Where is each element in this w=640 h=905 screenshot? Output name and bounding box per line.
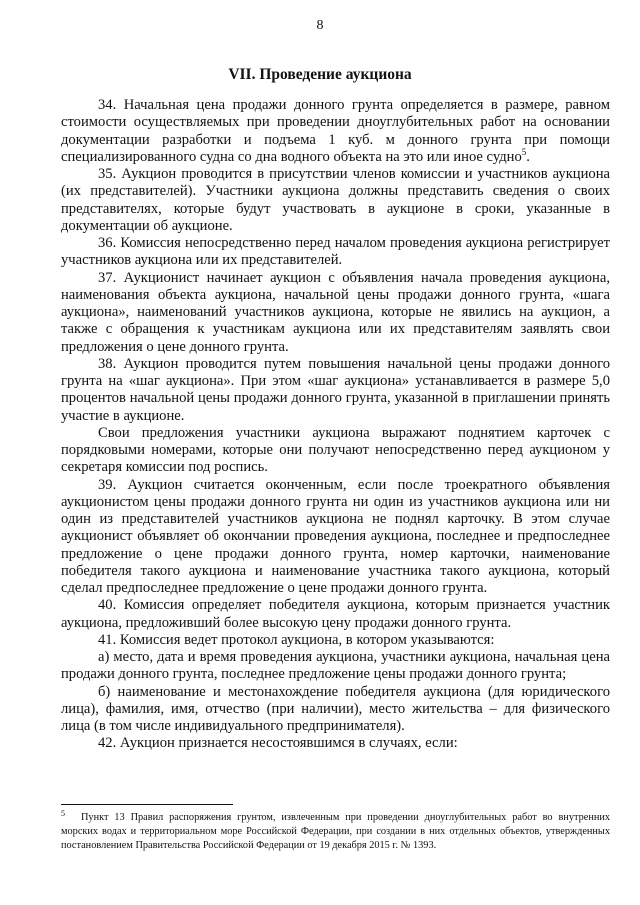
paragraph-37: 37. Аукционист начинает аукцион с объявления начала проведения аукциона, наименования объекта аукциона, начальной цены продажи донного грунта, «шага аукциона», наименований участников аукциона, которые не явились на аукцион, а также с обращения к участникам аукциона или их представителям заявлять свои предложения о цене донного грунта. <box>61 269 610 355</box>
paragraph-40: 40. Комиссия определяет победителя аукциона, которым признается участник аукциона, предложивший более высокую цену продажи донного грунта. <box>61 597 610 631</box>
body-text <box>61 97 610 753</box>
paragraph-39: 39. Аукцион считается оконченным, если после троекратного объявления аукционистом цены продажи донного грунта ни один из участников аукциона или ни один из представителей участников аукциона не поднял карточку. В этом случае аукционист объявляет об окончании проведения аукциона, последнее и предпоследнее предложение о цене продажи донного грунта, номер карточки, наименование победителя такого аукциона и наименование участника такого аукциона, который сделал предпоследнее предложение о цене продажи донного грунта. <box>61 476 610 596</box>
paragraph-35: 35. Аукцион проводится в присутствии членов комиссии и участников аукциона (их представителей). Участники аукциона должны представить сведения о своих представителях, которые будут участвовать в аукционе в сроки, указанные в документации об аукционе. <box>61 166 610 234</box>
paragraph-41: 41. Комиссия ведет протокол аукциона, в котором указываются: <box>98 631 495 648</box>
paragraph-41-b: б) наименование и местонахождение победителя аукциона (для юридического лица), фамилия, имя, отчество (при наличии), место жительства – для физического лица (в том числе индивидуального предпринимателя). <box>61 683 610 734</box>
footnote: 5 Пункт 13 Правил распоряжения грунтом, извлеченным при проведении дноуглубительных работ во внутренних морских водах и территориальном море Российской Федерации, при создании в них отдельных объектов, утвержденных постановлением Правительства Российской Федерации от 19 декабря 2015 г. № 1393. <box>61 808 610 851</box>
paragraph-42: 42. Аукцион признается несостоявшимся в случаях, если: <box>98 735 458 752</box>
paragraph-34-text: 34. Начальная цена продажи донного грунта определяется в размере, равном стоимости осуществляемых при проведении дноуглубительных работ на основании документации разработки и подъема 1 куб. м донного грунта при помощи специализированного судна со дна водного объекта на это или иное судно <box>61 97 610 165</box>
paragraph-38: 38. Аукцион проводится путем повышения начальной цены продажи донного грунта на «шаг аукциона». При этом «шаг аукциона» устанавливается в размере 5,0 процентов начальной цены продажи донного грунта, указанной в приглашении принять участие в аукционе. <box>61 355 610 424</box>
page-number: 8 <box>316 18 324 33</box>
footnote-text: Пункт 13 Правил распоряжения грунтом, извлеченным при проведении дноуглубительных работ во внутренних морских водах и территориальном море Российской Федерации, при создании в них отдельных объектов, утвержденных постановлением Правительства Российской Федерации от 19 декабря 2015 г. № 1393. <box>61 812 610 851</box>
paragraph-41-a: а) место, дата и время проведения аукциона, участники аукциона, начальная цена продажи донного грунта, последнее предложение цены продажи донного грунта; <box>61 649 610 683</box>
paragraph-36: 36. Комиссия непосредственно перед началом проведения аукциона регистрирует участников аукциона или их представителей. <box>61 235 610 269</box>
paragraph-38-continued: Свои предложения участники аукциона выражают поднятием карточек с порядковыми номерами, которые они получают непосредственно перед аукционом у секретаря комиссии под роспись. <box>61 424 610 476</box>
paragraph-34 <box>61 97 610 166</box>
footnote-reference: 5 <box>521 146 527 157</box>
footnote-divider <box>61 804 233 805</box>
section-title: VII. Проведение аукциона <box>228 66 412 83</box>
paragraph-34-end: . <box>526 148 530 165</box>
